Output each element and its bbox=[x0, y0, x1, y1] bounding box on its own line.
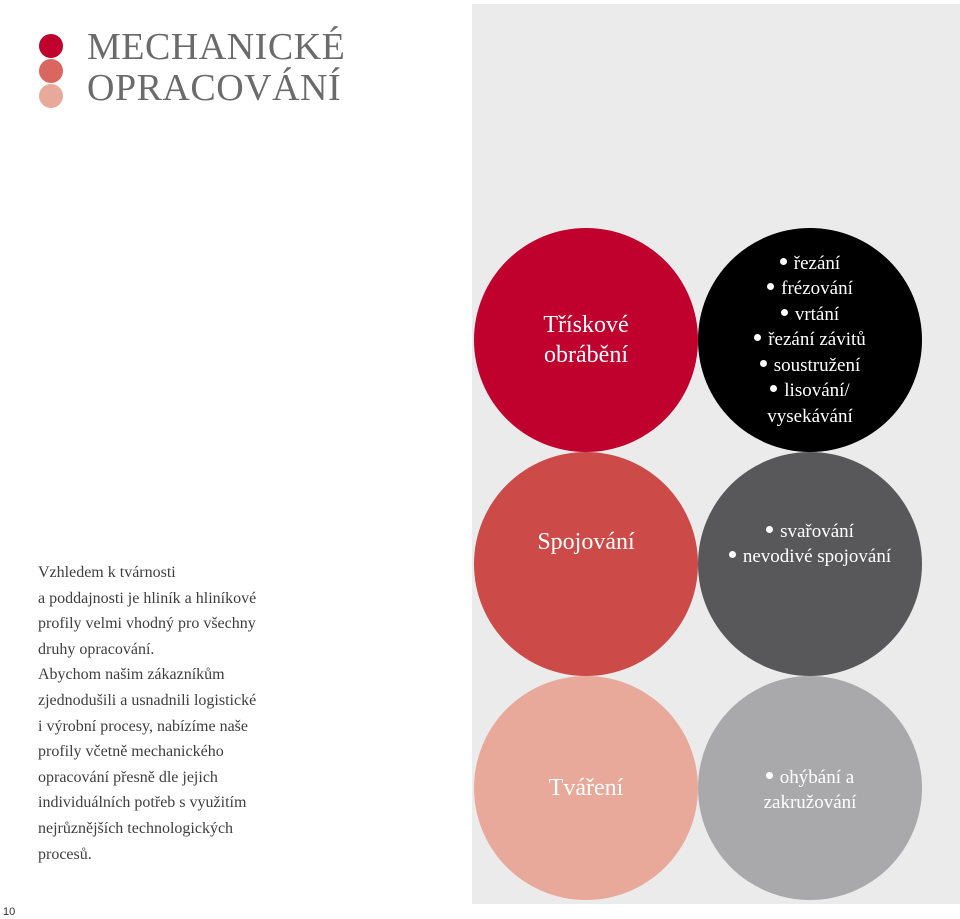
title-line: MECHANICKÉ bbox=[87, 26, 346, 68]
list-item bbox=[754, 251, 866, 277]
intro-line: opracování přesně dle jejich bbox=[38, 768, 218, 786]
intro-line: i výrobní procesy, nabízíme naše bbox=[38, 717, 249, 735]
title-line: OPRACOVÁNÍ bbox=[87, 67, 342, 109]
intro-line: nejrůznějších technologických bbox=[38, 819, 234, 837]
bullet-icon bbox=[767, 283, 774, 290]
list-item bbox=[754, 353, 866, 379]
list-item-text: vrtání bbox=[794, 303, 840, 325]
circle-spojovani bbox=[474, 452, 698, 676]
circle-label-line: obrábění bbox=[544, 342, 628, 368]
spojovani-bullet-list bbox=[729, 519, 891, 570]
list-item-text: ohýbání a bbox=[779, 766, 855, 788]
bullet-icon bbox=[766, 772, 773, 779]
list-item-text: soustružení bbox=[773, 354, 861, 376]
list-item-text: svařování bbox=[780, 520, 854, 542]
intro-line: a poddajnosti je hliník a hliníkové bbox=[38, 589, 257, 607]
bullet-icon bbox=[760, 360, 767, 367]
list-item-text: lisování/ bbox=[784, 380, 850, 402]
list-item-continuation: zakružování bbox=[763, 792, 857, 813]
bullet-icon bbox=[780, 258, 787, 265]
bullet-icon bbox=[729, 551, 736, 558]
list-item bbox=[754, 327, 866, 353]
list-item bbox=[764, 765, 857, 791]
list-item bbox=[754, 302, 866, 328]
intro-line: zjednodušili a usnadnili logistické bbox=[38, 691, 257, 709]
bullet-icon bbox=[754, 334, 761, 341]
page-title bbox=[87, 27, 345, 109]
tvareni-bullet-list bbox=[764, 765, 857, 816]
intro-line: Abychom našim zákazníkům bbox=[38, 666, 225, 684]
list-item-continuation: vysekávání bbox=[767, 405, 853, 427]
intro-line: procesů. bbox=[38, 845, 92, 863]
circle-tvareni-list bbox=[698, 676, 922, 900]
page-number: 10 bbox=[3, 906, 16, 918]
circle-label bbox=[543, 310, 628, 370]
circle-tvareni bbox=[474, 676, 698, 900]
intro-line: Vzhledem k tvárnosti bbox=[38, 564, 176, 581]
circle-label-line: Třískové bbox=[543, 312, 629, 338]
coral-dot-icon bbox=[39, 59, 63, 83]
intro-line: profily včetně mechanického bbox=[38, 743, 224, 761]
triskove-bullet-list bbox=[754, 251, 866, 430]
list-item-text: řezání bbox=[793, 252, 841, 274]
list-item-text: řezání závitů bbox=[768, 329, 866, 351]
circle-triskove-list bbox=[698, 228, 922, 452]
circle-spojovani-list bbox=[698, 452, 922, 676]
list-item bbox=[729, 544, 891, 570]
list-item-text: nevodivé spojování bbox=[742, 546, 892, 567]
circle-label: Spojování bbox=[537, 529, 635, 555]
intro-paragraph bbox=[38, 560, 338, 867]
intro-line: profily velmi vhodný pro všechny bbox=[38, 615, 256, 633]
list-item bbox=[729, 519, 891, 545]
circle-triskove-obrabeni bbox=[474, 228, 698, 452]
circle-label: Tváření bbox=[548, 775, 624, 801]
red-dot-icon bbox=[39, 34, 63, 58]
list-item bbox=[754, 378, 866, 404]
intro-line: druhy opracování. bbox=[38, 640, 155, 658]
bullet-icon bbox=[781, 309, 788, 316]
bullet-icon bbox=[766, 526, 773, 533]
intro-line: individuálních potřeb s využitím bbox=[38, 794, 247, 812]
list-item-text: frézování bbox=[781, 278, 853, 300]
pink-dot-icon bbox=[39, 84, 63, 108]
list-item bbox=[754, 276, 866, 302]
bullet-icon bbox=[770, 385, 777, 392]
